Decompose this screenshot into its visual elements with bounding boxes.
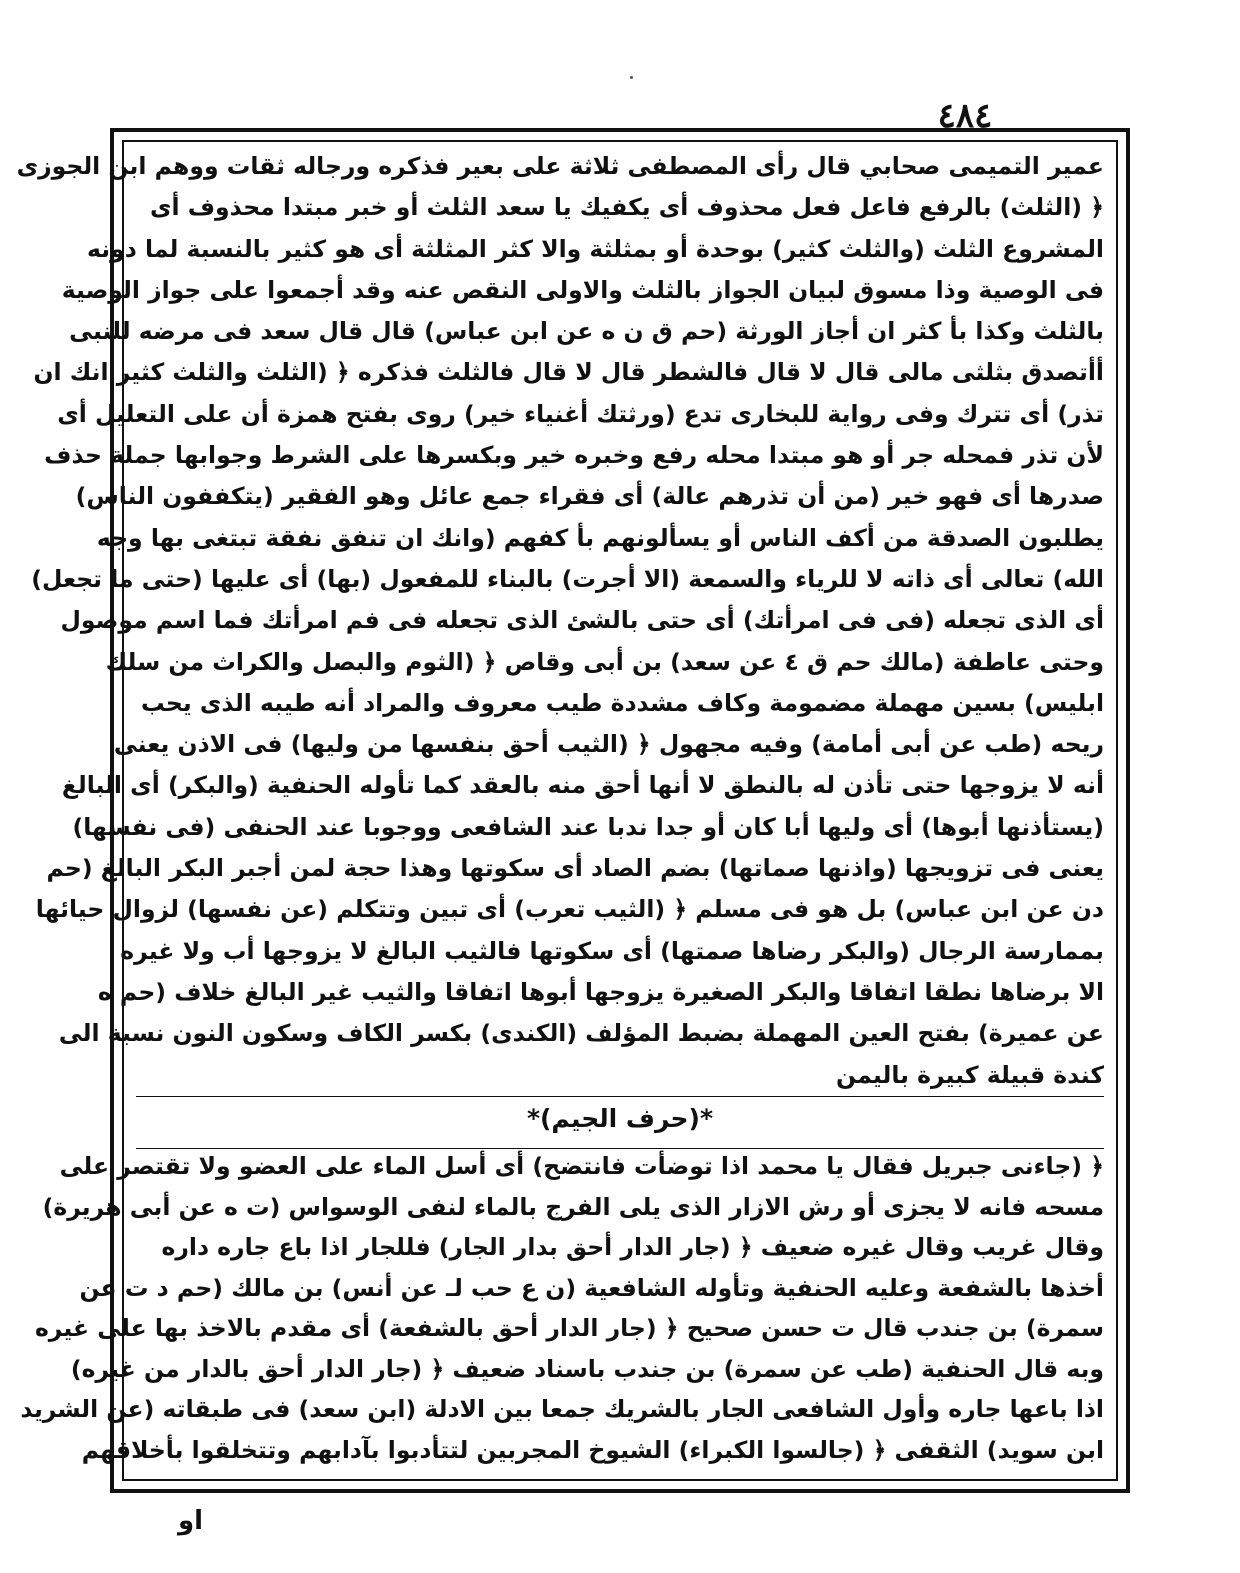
text-line: يعنى فى تزويجها (واذنها صماتها) بضم الصاد أى سكوتها وهذا حجة لمن أجبر البكر البالغ (حم xyxy=(46,854,1104,883)
text-line: وقال غريب وقال غيره ضعيف ﴿ (جار الدار أحق بدار الجار) فللجار اذا باع جاره داره xyxy=(161,1233,1104,1261)
text-line: تذر) أى تترك وفى رواية للبخارى تدع (ورثتك أغنياء خير) روى بفتح همزة أن على التعليل أى xyxy=(57,399,1104,428)
text-line: عمير التميمى صحابي قال رأى المصطفى ثلاثة على بعير فذكره ورجاله ثقات ووهم ابن الجوزى xyxy=(16,152,1104,180)
text-line: المشروع الثلث (والثلث كثير) بوحدة أو بمثلثة والا كثر المثلثة أى هو كثير بالنسبة لما دونه xyxy=(87,234,1104,263)
text-line: أخذها بالشفعة وعليه الحنفية وتأوله الشافعية (ن ع حب لـ عن أنس) بن مالك (حم د ت عن xyxy=(79,1273,1104,1302)
text-line: صدرها أى فهو خير (من أن تذرهم عالة) أى فقراء جمع عائل وهو الفقير (يتكففون الناس) xyxy=(75,482,1104,511)
text-line: وبه قال الحنفية (طب عن سمرة) بن جندب باسناد ضعيف ﴿ (جار الدار أحق بالدار من غيره) xyxy=(70,1354,1104,1383)
catchword: او xyxy=(178,1506,204,1536)
text-line: وحتى عاطفة (مالك حم ق ٤ عن سعد) بن أبى وقاص ﴿ (الثوم والبصل والكراث من سلك xyxy=(105,647,1104,676)
section-heading: *(حرف الجيم)* xyxy=(526,1104,714,1133)
text-line: ابليس) بسين مهملة مضمومة وكاف مشددة طيب معروف والمراد أنه طيبه الذى يحب xyxy=(141,688,1104,717)
text-line: مسحه فانه لا يجزى أو رش الازار الذى يلى الفرج بالماء لنفى الوسواس (ت ه عن أبى هريرة) xyxy=(42,1192,1104,1221)
text-line: كندة قبيلة كبيرة باليمن xyxy=(836,1060,1104,1089)
text-line: فى الوصية وذا مسوق لبيان الجواز بالثلث والاولى النقص عنه وقد أجمعوا على جواز الوصية xyxy=(61,275,1104,304)
text-line: الله) تعالى أى ذاته لا للرياء والسمعة (الا أجرت) بالبناء للمفعول (بها) أى عليها (حتى ما تجعل) xyxy=(31,564,1104,593)
text-line: ريحه (طب عن أبى أمامة) وفيه مجهول ﴿ (الثيب أحق بنفسها من وليها) فى الاذن يعنى xyxy=(113,730,1104,759)
text-line: الا برضاها نطقا اتفاقا والبكر الصغيرة يزوجها أبوها اتفاقا والثيب غير البالغ خلاف (حم ه xyxy=(97,977,1104,1006)
text-line: اذا باعها جاره وأول الشافعى الجار بالشريك جمعا بين الادلة (ابن سعد) فى طبقاته (عن الشريد xyxy=(20,1395,1104,1423)
text-line: ﴿ (جاءنى جبريل فقال يا محمد اذا توضأت فانتضح) أى أسل الماء على العضو ولا تقتصر على xyxy=(59,1152,1104,1180)
commentary-block-2 xyxy=(20,1146,1104,1470)
text-line: عن عميرة) بفتح العين المهملة بضبط المؤلف (الكندى) بكسر الكاف وسكون النون نسبة الى xyxy=(58,1019,1104,1048)
text-line: ﴿ (الثلث) بالرفع فاعل فعل محذوف أى يكفيك يا سعد الثلث أو خبر مبتدا محذوف أى xyxy=(149,193,1104,222)
page-number: ٤٨٤ xyxy=(937,96,993,136)
scan-speck xyxy=(630,76,633,79)
text-line: بممارسة الرجال (والبكر رضاها صمتها) أى سكوتها فالثيب البالغ لا يزوجها أب ولا غيره xyxy=(120,936,1104,965)
text-line: أى الذى تجعله (فى فى امرأتك) أى حتى بالشئ الذى تجعله فى فم امرأتك فما اسم موصول xyxy=(60,606,1104,635)
text-line: يطلبون الصدقة من أكف الناس أو يسألونهم بأ كفهم (وانك ان تنفق نفقة تبتغى بها وجه xyxy=(96,523,1104,552)
text-line: بالثلث وكذا بأ كثر ان أجاز الورثة (حم ق ن ه عن ابن عباس) قال قال سعد فى مرضه للنبى xyxy=(69,317,1104,346)
text-line: (يستأذنها أبوها) أى وليها أبا كان أو جدا ندبا عند الشافعى ووجوبا عند الحنفى (فى نفسها) xyxy=(72,812,1104,841)
text-line: أأتصدق بثلثى مالى قال لا قال فالشطر قال لا قال فالثلث فذكره ﴿ (الثلث والثلث كثير انك ان xyxy=(33,358,1104,387)
text-line: سمرة) بن جندب قال ت حسن صحيح ﴿ (جار الدار أحق بالشفعة) أى مقدم بالاخذ بها على غيره xyxy=(34,1314,1104,1342)
text-line: دن عن ابن عباس) بل هو فى مسلم ﴿ (الثيب تعرب) أى تبين وتتكلم (عن نفسها) لزوال حيائها xyxy=(35,895,1104,924)
text-line: أنه لا يزوجها حتى تأذن له بالنطق لا أنها أحق منه بالعقد كما تأوله الحنفية (والبكر) أى البالغ xyxy=(61,771,1104,800)
text-line: لأن تذر فمحله جر أو هو مبتدا محله رفع وخبره خير وبكسرها على الشرط وجوابها جملة حذف xyxy=(44,441,1104,470)
text-line: ابن سويد) الثقفى ﴿ (جالسوا الكبراء) الشيوخ المجربين لتتأدبوا بآدابهم وتتخلقوا بأخلاقهم xyxy=(81,1435,1104,1464)
section-divider-top xyxy=(136,1096,1104,1097)
commentary-block-1 xyxy=(16,146,1104,1096)
